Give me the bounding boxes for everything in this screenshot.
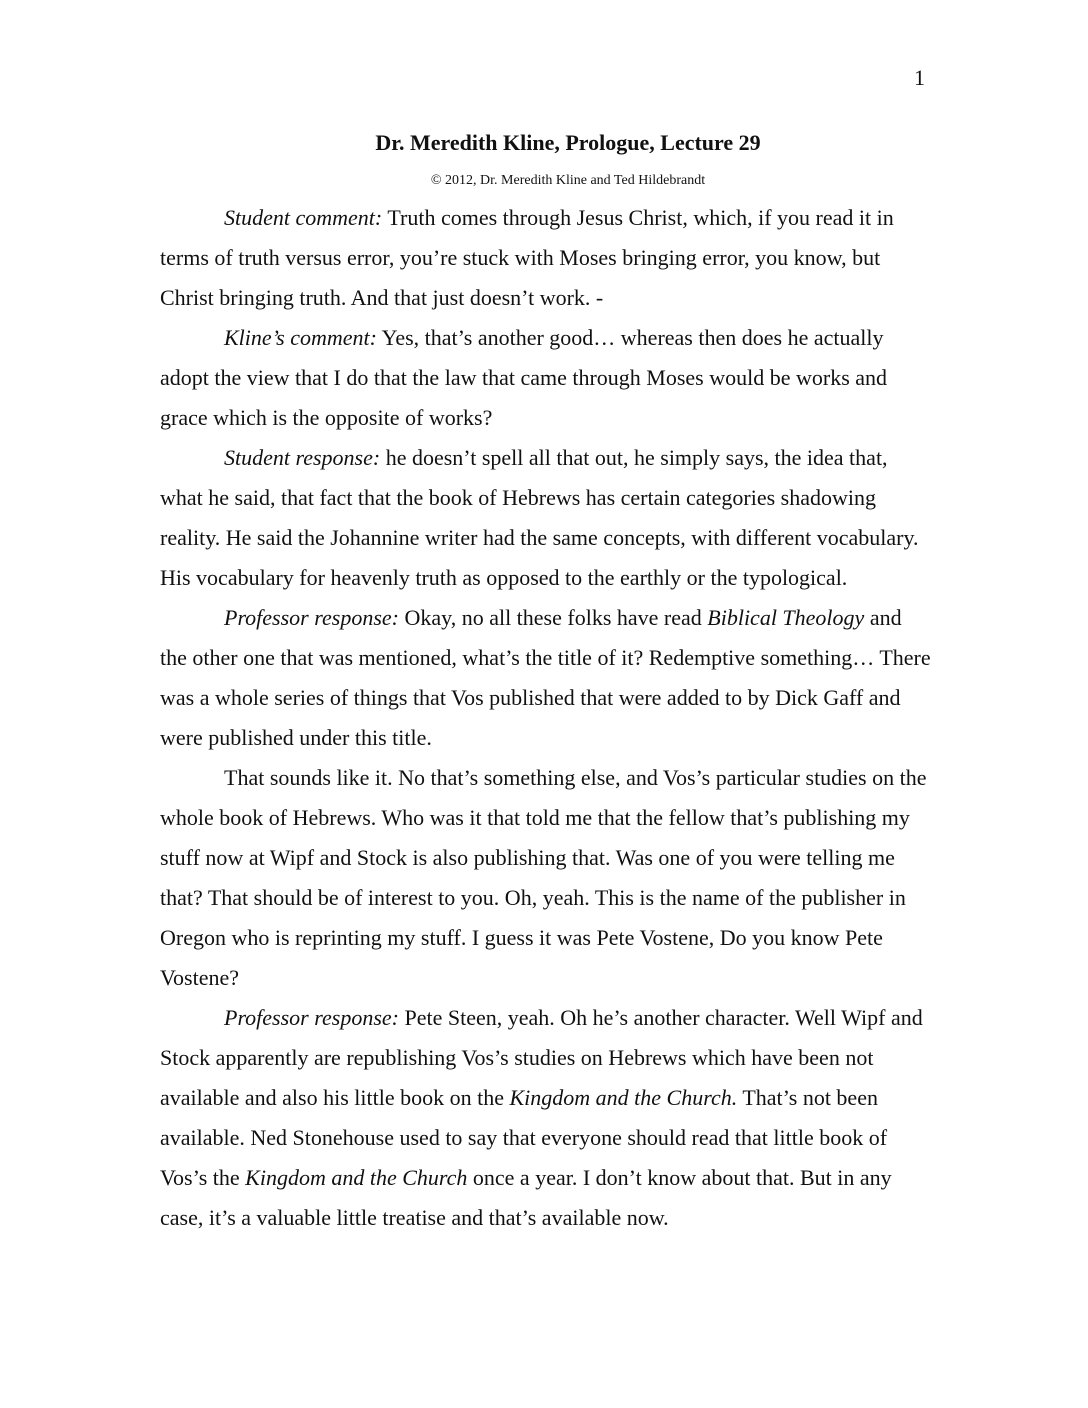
paragraph-professor-response	[160, 998, 932, 1238]
paragraph-text: Yes, that’s another good… whereas then does he actually adopt the view that I do that the law that came through Moses would be works and grace which is the opposite of works?	[160, 325, 888, 430]
paragraph-continuation	[160, 758, 932, 998]
paragraph-text: Okay, no all these folks have read	[404, 605, 702, 630]
speaker-label: Student comment:	[224, 205, 383, 230]
speaker-label: Student response:	[224, 445, 381, 470]
page-number: 1	[914, 65, 925, 90]
speaker-label: Kline’s comment:	[224, 325, 377, 350]
paragraph-text: That sounds like it. No that’s something else, and Vos’s particular studies on the whole book of Hebrews. Who was it that told me that the fellow that’s publishing my stuff now at Wipf and Stock is also publishing that. Was one of you were telling me that? That should be of interest to you. Oh, yeah. This is the name of the publisher in Oregon who is reprinting my stuff. I guess it was Pete Vostene, Do you know Pete Vostene?	[160, 765, 927, 990]
paragraph-student-comment	[160, 198, 932, 318]
document-title: Dr. Meredith Kline, Prologue, Lecture 29	[375, 130, 761, 155]
paragraph-kline-comment	[160, 318, 932, 438]
paragraph-text: Pete Steen, yeah. Oh he’s another character. Well Wipf and Stock apparently are republishing Vos’s studies on Hebrews which have been not available and also his little book on the	[160, 1005, 923, 1110]
book-title: Kingdom and the Church	[245, 1165, 468, 1190]
book-title: Biblical Theology	[707, 605, 865, 630]
speaker-label: Professor response:	[224, 1005, 399, 1030]
paragraph-professor-response	[160, 598, 932, 758]
paragraph-text: That’s not been available. Ned Stonehouse used to say that everyone should read that little book of Vos’s the	[160, 1085, 888, 1190]
paragraph-text: once a year. I don’t know about that. But in any case, it’s a valuable little treatise and that’s available now.	[160, 1165, 892, 1230]
paragraph-text: Truth comes through Jesus Christ, which, if you read it in terms of truth versus error, you’re stuck with Moses bringing error, you know, but Christ bringing truth. And that just doesn’t work. -	[160, 205, 894, 310]
paragraph-text: and the other one that was mentioned, what’s the title of it? Redemptive something… There was a whole series of things that Vos published that were added to by Dick Gaff and were published under this title.	[160, 605, 931, 750]
paragraph-student-response	[160, 438, 932, 598]
book-title: Kingdom and the Church.	[509, 1085, 738, 1110]
copyright-line: © 2012, Dr. Meredith Kline and Ted Hildebrandt	[430, 173, 706, 188]
paragraph-text: he doesn’t spell all that out, he simply says, the idea that, what he said, that fact that the book of Hebrews has certain categories shadowing reality. He said the Johannine writer had the same concepts, with different vocabulary. His vocabulary for heavenly truth as opposed to the earthly or the typological.	[160, 445, 919, 590]
speaker-label: Professor response:	[224, 605, 399, 630]
lecture-transcript	[160, 198, 932, 1238]
